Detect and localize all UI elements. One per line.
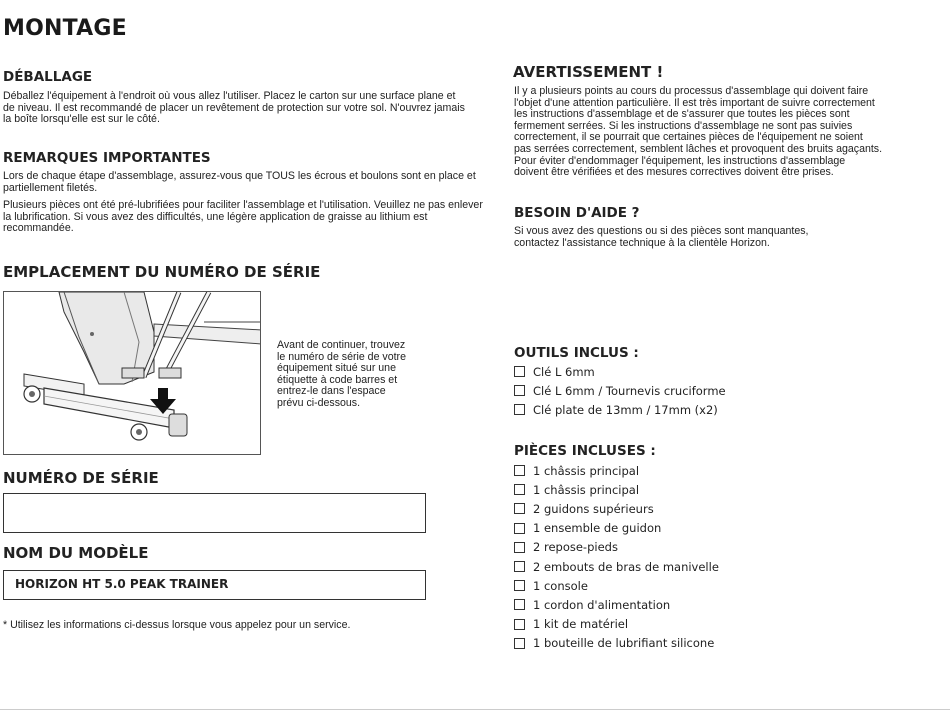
list-item bbox=[514, 615, 934, 634]
page-bottom-divider bbox=[0, 709, 950, 710]
unpacking-heading: DÉBALLAGE bbox=[3, 69, 93, 85]
list-item bbox=[514, 595, 934, 614]
list-item bbox=[514, 381, 934, 400]
list-item bbox=[514, 400, 934, 419]
part-label: 1 châssis principal bbox=[533, 482, 640, 497]
model-field bbox=[3, 570, 426, 600]
footnote: * Utilisez les informations ci-dessus lorsque vous appelez pour un service. bbox=[3, 619, 351, 631]
elliptical-base-illustration bbox=[4, 292, 261, 455]
checkbox[interactable] bbox=[514, 619, 525, 630]
checkbox[interactable] bbox=[514, 561, 525, 572]
checkbox[interactable] bbox=[514, 465, 525, 476]
checkbox[interactable] bbox=[514, 385, 525, 396]
serial-location-image bbox=[3, 291, 261, 455]
help-text: Si vous avez des questions ou si des pièces sont manquantes, contactez l'assistance technique à la clientèle Horizon. bbox=[514, 225, 809, 249]
notes-heading: REMARQUES IMPORTANTES bbox=[3, 150, 211, 166]
part-label: 1 cordon d'alimentation bbox=[533, 597, 671, 612]
notes-text-2: Plusieurs pièces ont été pré-lubrifiées pour faciliter l'assemblage et l'utilisation. Veuillez ne pas enlever la lubrification. Si vous avez des difficultés, une légère application de graisse au lithium est recommandée. bbox=[3, 199, 483, 235]
list-item bbox=[514, 576, 934, 595]
serial-number-value bbox=[4, 492, 15, 512]
serial-location-text: Avant de continuer, trouvez le numéro de série de votre équipement situé sur une étiquette à code barres et entrez-le dans l'espace prévu ci-dessous. bbox=[277, 339, 406, 409]
list-item bbox=[514, 480, 934, 499]
list-item bbox=[514, 362, 934, 381]
tool-label: Clé L 6mm / Tournevis cruciforme bbox=[533, 383, 726, 398]
warning-heading: AVERTISSEMENT ! bbox=[513, 63, 664, 81]
tools-heading: OUTILS INCLUS : bbox=[514, 345, 639, 361]
model-value: HORIZON HT 5.0 PEAK TRAINER bbox=[15, 577, 229, 591]
part-label: 1 ensemble de guidon bbox=[533, 521, 662, 536]
list-item bbox=[514, 538, 934, 557]
tool-label: Clé plate de 13mm / 17mm (x2) bbox=[533, 402, 718, 417]
list-item bbox=[514, 461, 934, 480]
tools-list bbox=[514, 362, 934, 420]
checkbox[interactable] bbox=[514, 638, 525, 649]
checkbox[interactable] bbox=[514, 484, 525, 495]
page-title: MONTAGE bbox=[3, 16, 127, 41]
checkbox[interactable] bbox=[514, 503, 525, 514]
part-label: 2 embouts de bras de manivelle bbox=[533, 559, 719, 574]
list-item bbox=[514, 557, 934, 576]
checkbox[interactable] bbox=[514, 599, 525, 610]
help-heading: BESOIN D'AIDE ? bbox=[514, 205, 640, 221]
notes-text-1: Lors de chaque étape d'assemblage, assurez-vous que TOUS les écrous et boulons sont en place et partiellement filetés. bbox=[3, 170, 476, 194]
checkbox[interactable] bbox=[514, 404, 525, 415]
checkbox[interactable] bbox=[514, 580, 525, 591]
part-label: 1 bouteille de lubrifiant silicone bbox=[533, 636, 715, 651]
list-item bbox=[514, 499, 934, 518]
model-heading: NOM DU MODÈLE bbox=[3, 544, 149, 562]
part-label: 2 guidons supérieurs bbox=[533, 501, 654, 516]
parts-heading: PIÈCES INCLUSES : bbox=[514, 443, 656, 459]
serial-number-field[interactable] bbox=[3, 493, 426, 533]
list-item bbox=[514, 519, 934, 538]
part-label: 1 console bbox=[533, 578, 588, 593]
part-label: 1 châssis principal bbox=[533, 463, 640, 478]
tool-label: Clé L 6mm bbox=[533, 364, 595, 379]
serial-number-heading: NUMÉRO DE SÉRIE bbox=[3, 469, 159, 487]
checkbox[interactable] bbox=[514, 523, 525, 534]
part-label: 2 repose-pieds bbox=[533, 540, 618, 555]
warning-text: Il y a plusieurs points au cours du processus d'assemblage qui doivent faire l'objet d'une attention particulière. Il est très important de suivre correctement les instructions d'assemblage et de s'assurer que toutes les pièces sont fermement serrées. Si les instructions d'assemblage ne sont pas suivies correctement, il se pourrait que certaines pièces de l'équipement ne soient pas serrées correctement, semblent lâches et provoquent des bruits agaçants. Pour éviter d'endommager l'équipement, les instructions d'assemblage doivent être vérifiées et des mesures correctives doivent être prises. bbox=[514, 85, 883, 179]
parts-list bbox=[514, 461, 934, 653]
list-item bbox=[514, 634, 934, 653]
serial-location-heading: EMPLACEMENT DU NUMÉRO DE SÉRIE bbox=[3, 263, 321, 281]
part-label: 1 kit de matériel bbox=[533, 617, 629, 632]
unpacking-text: Déballez l'équipement à l'endroit où vous allez l'utiliser. Placez le carton sur une surface plane et de niveau. Il est recommandé de placer un revêtement de protection sur votre sol. N'ouvrez jamais la boîte lorsqu'elle est sur le côté. bbox=[3, 90, 465, 126]
checkbox[interactable] bbox=[514, 366, 525, 377]
checkbox[interactable] bbox=[514, 542, 525, 553]
